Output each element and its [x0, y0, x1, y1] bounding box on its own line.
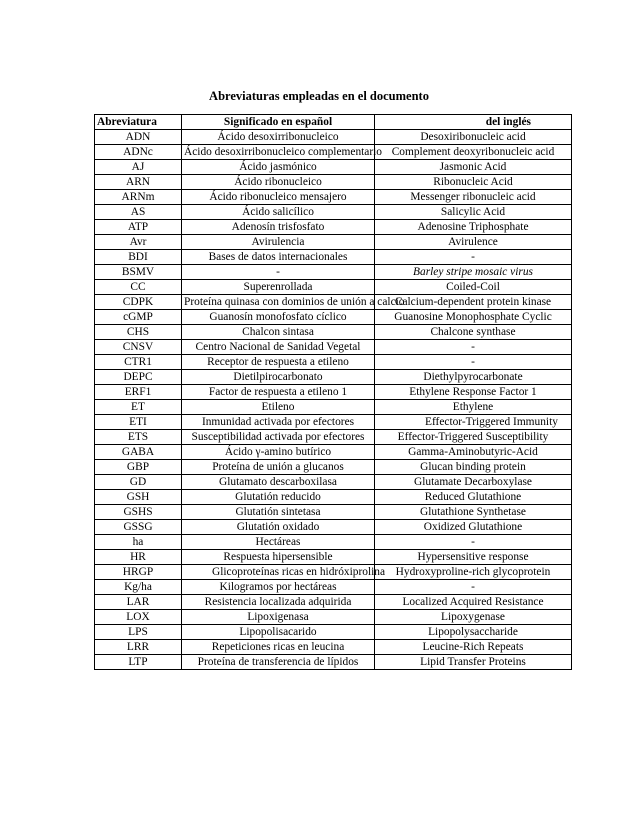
table-row	[95, 625, 572, 640]
table-row	[95, 550, 572, 565]
table-row	[95, 445, 572, 460]
abbr-cell: HR	[95, 550, 182, 565]
spanish-cell: Chalcon sintasa	[182, 325, 375, 340]
spanish-cell: Ácido salicílico	[182, 205, 375, 220]
english-cell: Adenosine Triphosphate	[375, 220, 572, 235]
abbr-cell: cGMP	[95, 310, 182, 325]
abbr-cell: ETS	[95, 430, 182, 445]
page-title: Abreviaturas empleadas en el documento	[209, 89, 429, 103]
table-row	[95, 130, 572, 145]
abbr-cell: DEPC	[95, 370, 182, 385]
spanish-cell: Glutatión oxidado	[182, 520, 375, 535]
abbr-cell: AS	[95, 205, 182, 220]
english-cell: Effector-Triggered Susceptibility	[375, 430, 572, 445]
abbr-cell: CC	[95, 280, 182, 295]
abbr-cell: LPS	[95, 625, 182, 640]
english-cell: Glutamate Decarboxylase	[375, 475, 572, 490]
spanish-cell: Respuesta hipersensible	[182, 550, 375, 565]
table-row	[95, 580, 572, 595]
abbr-cell: GSSG	[95, 520, 182, 535]
spanish-cell: Lipoxigenasa	[182, 610, 375, 625]
english-cell: Lipopolysaccharide	[375, 625, 572, 640]
english-cell: Calcium-dependent protein kinase	[375, 295, 572, 310]
spanish-cell: Avirulencia	[182, 235, 375, 250]
spanish-cell: -	[182, 265, 375, 280]
spanish-cell: Guanosín monofosfato cíclico	[182, 310, 375, 325]
header-abbreviation: Abreviatura	[95, 115, 182, 130]
abbr-cell: Avr	[95, 235, 182, 250]
spanish-cell: Ácido ribonucleico	[182, 175, 375, 190]
abbr-cell: CTR1	[95, 355, 182, 370]
english-cell: Coiled-Coil	[375, 280, 572, 295]
spanish-cell: Ácido ribonucleico mensajero	[182, 190, 375, 205]
table-row	[95, 295, 572, 310]
abbr-cell: ADNc	[95, 145, 182, 160]
abbr-cell: GD	[95, 475, 182, 490]
english-cell: -	[375, 580, 572, 595]
table-row	[95, 475, 572, 490]
table-row	[95, 190, 572, 205]
english-cell: Lipoxygenase	[375, 610, 572, 625]
table-row	[95, 655, 572, 670]
english-cell: Lipid Transfer Proteins	[375, 655, 572, 670]
spanish-cell: Glicoproteínas ricas en hidróxiprolina	[182, 565, 375, 580]
english-cell: Hypersensitive response	[375, 550, 572, 565]
table-row	[95, 220, 572, 235]
english-cell: Gamma-Aminobutyric-Acid	[375, 445, 572, 460]
table-row	[95, 430, 572, 445]
spanish-cell: Susceptibilidad activada por efectores	[182, 430, 375, 445]
spanish-cell: Glutatión reducido	[182, 490, 375, 505]
english-cell: Glucan binding protein	[375, 460, 572, 475]
table-row	[95, 235, 572, 250]
english-cell: -	[375, 340, 572, 355]
table-row	[95, 520, 572, 535]
spanish-cell: Ácido γ-amino butírico	[182, 445, 375, 460]
english-cell: Reduced Glutathione	[375, 490, 572, 505]
spanish-cell: Adenosín trisfosfato	[182, 220, 375, 235]
table-row	[95, 640, 572, 655]
abbr-cell: Kg/ha	[95, 580, 182, 595]
abbr-cell: GSHS	[95, 505, 182, 520]
abbr-cell: GBP	[95, 460, 182, 475]
spanish-cell: Kilogramos por hectáreas	[182, 580, 375, 595]
abbr-cell: ARN	[95, 175, 182, 190]
spanish-cell: Proteína de transferencia de lípidos	[182, 655, 375, 670]
abbr-cell: ET	[95, 400, 182, 415]
table-row	[95, 205, 572, 220]
spanish-cell: Inmunidad activada por efectores	[182, 415, 375, 430]
english-cell: Localized Acquired Resistance	[375, 595, 572, 610]
table-row	[95, 310, 572, 325]
english-cell: Effector-Triggered Immunity	[375, 415, 572, 430]
abbr-cell: BSMV	[95, 265, 182, 280]
spanish-cell: Ácido desoxirribonucleico	[182, 130, 375, 145]
abbr-cell: LRR	[95, 640, 182, 655]
table-row	[95, 280, 572, 295]
abbr-cell: LAR	[95, 595, 182, 610]
abbr-cell: ARNm	[95, 190, 182, 205]
spanish-cell: Glutamato descarboxilasa	[182, 475, 375, 490]
abbreviations-table	[94, 114, 572, 670]
abbr-cell: CHS	[95, 325, 182, 340]
abbr-cell: LTP	[95, 655, 182, 670]
english-cell: Ethylene	[375, 400, 572, 415]
spanish-cell: Centro Nacional de Sanidad Vegetal	[182, 340, 375, 355]
english-cell: Salicylic Acid	[375, 205, 572, 220]
spanish-cell: Ácido desoxirribonucleico complementario	[182, 145, 375, 160]
abbr-cell: GABA	[95, 445, 182, 460]
table-row	[95, 415, 572, 430]
abbr-cell: CDPK	[95, 295, 182, 310]
abbr-cell: HRGP	[95, 565, 182, 580]
table-row	[95, 250, 572, 265]
table-row	[95, 340, 572, 355]
spanish-cell: Proteína de unión a glucanos	[182, 460, 375, 475]
abbr-cell: GSH	[95, 490, 182, 505]
table-row	[95, 160, 572, 175]
table-row	[95, 610, 572, 625]
spanish-cell: Superenrollada	[182, 280, 375, 295]
english-cell: Guanosine Monophosphate Cyclic	[375, 310, 572, 325]
table-row	[95, 595, 572, 610]
abbr-cell: ETI	[95, 415, 182, 430]
spanish-cell: Lipopolisacarido	[182, 625, 375, 640]
english-cell: Ribonucleic Acid	[375, 175, 572, 190]
table-row	[95, 355, 572, 370]
spanish-cell: Dietilpirocarbonato	[182, 370, 375, 385]
abbr-cell: ERF1	[95, 385, 182, 400]
english-cell: Leucine-Rich Repeats	[375, 640, 572, 655]
table-row	[95, 175, 572, 190]
english-cell: -	[375, 355, 572, 370]
table-row	[95, 460, 572, 475]
table-row	[95, 265, 572, 280]
abbr-cell: LOX	[95, 610, 182, 625]
english-cell: -	[375, 535, 572, 550]
spanish-cell: Glutatión sintetasa	[182, 505, 375, 520]
english-cell: Avirulence	[375, 235, 572, 250]
english-cell: Oxidized Glutathione	[375, 520, 572, 535]
table-row	[95, 505, 572, 520]
spanish-cell: Bases de datos internacionales	[182, 250, 375, 265]
spanish-cell: Factor de respuesta a etileno 1	[182, 385, 375, 400]
spanish-cell: Repeticiones ricas en leucina	[182, 640, 375, 655]
english-cell: Messenger ribonucleic acid	[375, 190, 572, 205]
english-cell: -	[375, 250, 572, 265]
abbr-cell: AJ	[95, 160, 182, 175]
english-cell: Barley stripe mosaic virus	[375, 265, 572, 280]
english-cell: Desoxiribonucleic acid	[375, 130, 572, 145]
english-cell: Ethylene Response Factor 1	[375, 385, 572, 400]
english-cell: Jasmonic Acid	[375, 160, 572, 175]
english-cell: Glutathione Synthetase	[375, 505, 572, 520]
english-cell: Diethylpyrocarbonate	[375, 370, 572, 385]
table-row	[95, 400, 572, 415]
english-cell: Complement deoxyribonucleic acid	[375, 145, 572, 160]
spanish-cell: Resistencia localizada adquirida	[182, 595, 375, 610]
abbr-cell: ADN	[95, 130, 182, 145]
table-row	[95, 370, 572, 385]
table-header-row	[95, 115, 572, 130]
table-row	[95, 325, 572, 340]
spanish-cell: Hectáreas	[182, 535, 375, 550]
english-cell: Chalcone synthase	[375, 325, 572, 340]
table-row	[95, 490, 572, 505]
spanish-cell: Etileno	[182, 400, 375, 415]
spanish-cell: Receptor de respuesta a etileno	[182, 355, 375, 370]
abbr-cell: ATP	[95, 220, 182, 235]
table-row	[95, 565, 572, 580]
abbr-cell: ha	[95, 535, 182, 550]
abbr-cell: BDI	[95, 250, 182, 265]
table-row	[95, 385, 572, 400]
table-row	[95, 535, 572, 550]
spanish-cell: Proteína quinasa con dominios de unión a calcio	[182, 295, 375, 310]
header-spanish: Significado en español	[182, 115, 375, 130]
spanish-cell: Ácido jasmónico	[182, 160, 375, 175]
table-row	[95, 145, 572, 160]
header-english: del inglés	[375, 115, 572, 130]
english-cell: Hydroxyproline-rich glycoprotein	[375, 565, 572, 580]
abbr-cell: CNSV	[95, 340, 182, 355]
